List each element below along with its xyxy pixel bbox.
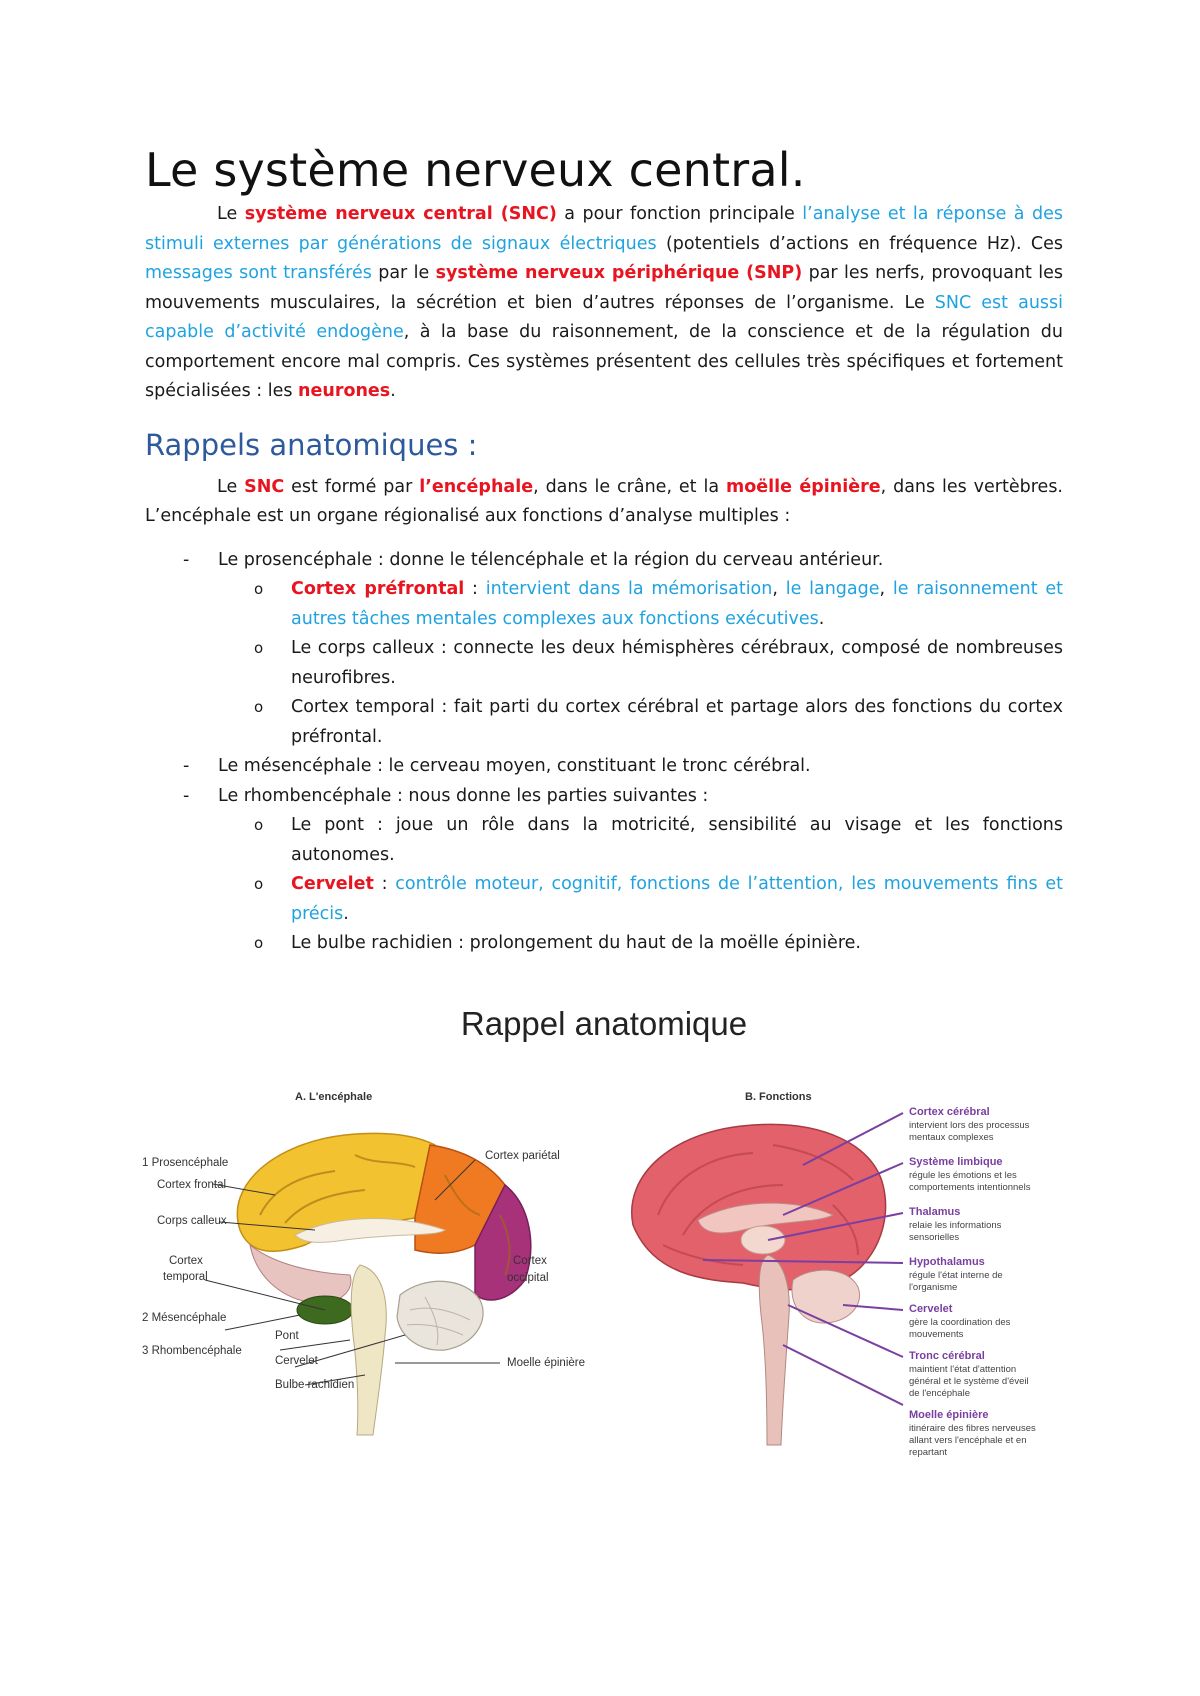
fn-desc: mouvements bbox=[909, 1329, 964, 1340]
list-item bbox=[145, 546, 1063, 753]
label-parietal: Cortex pariétal bbox=[485, 1150, 560, 1162]
fn-head: Thalamus bbox=[909, 1206, 961, 1218]
highlight: le raisonnement et autres tâches mentales complexes aux fonctions exécutives bbox=[291, 579, 1063, 629]
highlight-endogenous: SNC est aussi capable d’activité endogène bbox=[145, 292, 1064, 342]
separator: : bbox=[373, 874, 396, 894]
term-cortex-prefrontal: Cortex préfrontal bbox=[291, 579, 465, 599]
fn-head: Système limbique bbox=[909, 1156, 1003, 1168]
label-occipital-2: occipital bbox=[507, 1272, 549, 1284]
label-cortex-frontal: Cortex frontal bbox=[157, 1179, 227, 1191]
fn-desc: de l'encéphale bbox=[909, 1388, 970, 1399]
fn-desc: intervient lors des processus bbox=[909, 1120, 1030, 1131]
intro-text: . bbox=[390, 381, 396, 401]
highlight: le langage bbox=[785, 579, 880, 599]
term-snp: système nerveux périphérique (SNP) bbox=[435, 263, 803, 283]
intro-text: , à la base du raisonnement, de la conscience et de la régulation du comportement encore mal compris. Ces systèmes présentent des cellules très spécifiques et fortement spécialisées : les bbox=[145, 322, 1063, 401]
term-cervelet: Cervelet bbox=[291, 874, 374, 894]
section-heading: Rappels anatomiques : bbox=[145, 427, 478, 462]
section-paragraph bbox=[145, 473, 1063, 532]
separator: . bbox=[818, 608, 825, 629]
fn-head: Tronc cérébral bbox=[909, 1350, 985, 1362]
label-cervelet: Cervelet bbox=[275, 1355, 318, 1367]
label-corps-calleux: Corps calleux bbox=[157, 1215, 227, 1227]
label-bulbe: Bulbe rachidien bbox=[275, 1379, 355, 1391]
dash-bullet: - bbox=[183, 785, 190, 806]
intro-text: par le bbox=[371, 263, 436, 283]
label-moelle: Moelle épinière bbox=[507, 1357, 585, 1369]
fn-desc: mentaux complexes bbox=[909, 1132, 994, 1143]
intro-text: (potentiels d’actions en fréquence Hz). Ces bbox=[656, 233, 1064, 254]
highlight-messages: messages sont transférés bbox=[145, 263, 372, 283]
section-text: Le bbox=[217, 476, 245, 497]
brainstem bbox=[351, 1265, 386, 1435]
cerebellum-b bbox=[792, 1270, 860, 1323]
term-moelle: moëlle épinière bbox=[725, 476, 881, 497]
list-item-text: Le bulbe rachidien : prolongement du haut de la moëlle épinière. bbox=[291, 933, 861, 953]
document-body bbox=[145, 140, 1063, 959]
label-pont: Pont bbox=[275, 1330, 299, 1342]
panel-a-label: A. L'encéphale bbox=[295, 1091, 373, 1103]
list-item-text: Le mésencéphale : le cerveau moyen, constituant le tronc cérébral. bbox=[218, 756, 811, 776]
fn-desc: général et le système d'éveil bbox=[909, 1376, 1029, 1387]
label-rhombencephale: 3 Rhombencéphale bbox=[142, 1345, 242, 1357]
highlight-function: l’analyse et la réponse à des stimuli externes par générations de signaux électriques bbox=[145, 204, 1063, 254]
section-text: est formé par bbox=[284, 476, 420, 497]
separator: . bbox=[343, 903, 349, 924]
highlight: intervient dans la mémorisation bbox=[485, 579, 773, 599]
panel-b-label: B. Fonctions bbox=[745, 1091, 812, 1103]
brainstem-b bbox=[759, 1255, 789, 1445]
label-prosencephale: 1 Prosencéphale bbox=[142, 1157, 229, 1169]
label-occipital-1: Cortex bbox=[513, 1255, 547, 1267]
circle-bullet: o bbox=[254, 816, 264, 834]
intro-text: par les nerfs, provoquant les mouvements musculaires, la sécrétion et bien d’autres réponses de l’organisme. Le bbox=[145, 263, 1063, 313]
list-item-text: Le corps calleux : connecte les deux hémisphères cérébraux, composé de nombreuses neurofibres. bbox=[291, 638, 1063, 688]
fn-desc: itinéraire des fibres nerveuses bbox=[909, 1423, 1036, 1434]
fn-desc: régule l'état interne de bbox=[909, 1270, 1003, 1281]
sub-list-item bbox=[145, 870, 1063, 929]
fn-desc: régule les émotions et les bbox=[909, 1170, 1017, 1181]
sub-list bbox=[145, 811, 1063, 959]
dash-bullet: - bbox=[183, 756, 190, 776]
function-labels bbox=[909, 1106, 1036, 1458]
intro-paragraph bbox=[145, 200, 1063, 407]
term-encephale: l’encéphale bbox=[419, 476, 534, 497]
circle-bullet: o bbox=[254, 580, 264, 598]
intro-text: Le bbox=[217, 204, 245, 224]
label-cortex-temporal-2: temporal bbox=[163, 1271, 208, 1283]
fn-desc: l'organisme bbox=[909, 1282, 958, 1293]
list-item-text: Le pont : joue un rôle dans la motricité, sensibilité au visage et les fonctions autonomes. bbox=[291, 815, 1063, 865]
cerebellum bbox=[397, 1281, 483, 1350]
section-text: , dans le crâne, et la bbox=[533, 476, 726, 497]
fn-head: Cervelet bbox=[909, 1303, 953, 1315]
list-item-text: Le prosencéphale : donne le télencéphale et la région du cerveau antérieur. bbox=[218, 549, 884, 570]
separator: , bbox=[772, 579, 786, 599]
fn-desc: repartant bbox=[909, 1447, 948, 1458]
list-item-text: Le rhombencéphale : nous donne les parties suivantes : bbox=[218, 785, 709, 806]
list-item bbox=[145, 782, 1063, 959]
term-snc: système nerveux central (SNC) bbox=[244, 204, 557, 224]
term-snc: SNC bbox=[244, 476, 285, 497]
temporal-cortex bbox=[250, 1245, 351, 1303]
fn-desc: maintient l'état d'attention bbox=[909, 1364, 1017, 1375]
figure-title: Rappel anatomique bbox=[460, 1005, 748, 1042]
fn-desc: gère la coordination des bbox=[909, 1317, 1011, 1328]
fn-desc: allant vers l'encéphale et en bbox=[909, 1435, 1027, 1446]
dash-bullet: - bbox=[183, 549, 190, 570]
fn-head: Hypothalamus bbox=[909, 1256, 985, 1268]
fn-head: Cortex cérébral bbox=[909, 1106, 990, 1118]
brain-illustration-b bbox=[603, 1105, 1063, 1475]
intro-text: a pour fonction principale bbox=[556, 204, 803, 224]
sub-list-item bbox=[145, 575, 1063, 634]
highlight: contrôle moteur, cognitif, fonctions de l’attention, les mouvements fins et précis bbox=[291, 874, 1063, 924]
fn-head: Moelle épinière bbox=[909, 1409, 989, 1421]
circle-bullet: o bbox=[254, 934, 264, 952]
circle-bullet: o bbox=[254, 875, 264, 893]
circle-bullet: o bbox=[254, 639, 264, 657]
sub-list-item bbox=[145, 634, 1063, 693]
anatomy-figure bbox=[142, 1005, 1063, 1475]
sub-list bbox=[145, 575, 1063, 752]
separator: : bbox=[464, 579, 486, 599]
sub-list-item bbox=[145, 929, 1063, 959]
sub-list-item bbox=[145, 693, 1063, 752]
page-title: Le système nerveux central. bbox=[145, 143, 806, 197]
thalamus bbox=[741, 1226, 785, 1254]
list-item-text: Cortex temporal : fait parti du cortex cérébral et partage alors des fonctions du cortex préfrontal. bbox=[291, 697, 1063, 747]
list-item bbox=[145, 752, 1063, 782]
fn-desc: sensorielles bbox=[909, 1232, 960, 1243]
fn-desc: comportements intentionnels bbox=[909, 1182, 1031, 1193]
anatomy-list bbox=[145, 546, 1063, 959]
circle-bullet: o bbox=[254, 698, 264, 716]
term-neurones: neurones bbox=[298, 381, 391, 401]
fn-desc: relaie les informations bbox=[909, 1220, 1002, 1231]
label-mesencephale: 2 Mésencéphale bbox=[142, 1312, 227, 1324]
label-cortex-temporal-1: Cortex bbox=[169, 1255, 203, 1267]
sub-list-item bbox=[145, 811, 1063, 870]
section-text: , dans les vertèbres. L’encéphale est un organe régionalisé aux fonctions d’analyse multiples : bbox=[145, 476, 1063, 526]
separator: , bbox=[879, 579, 893, 599]
